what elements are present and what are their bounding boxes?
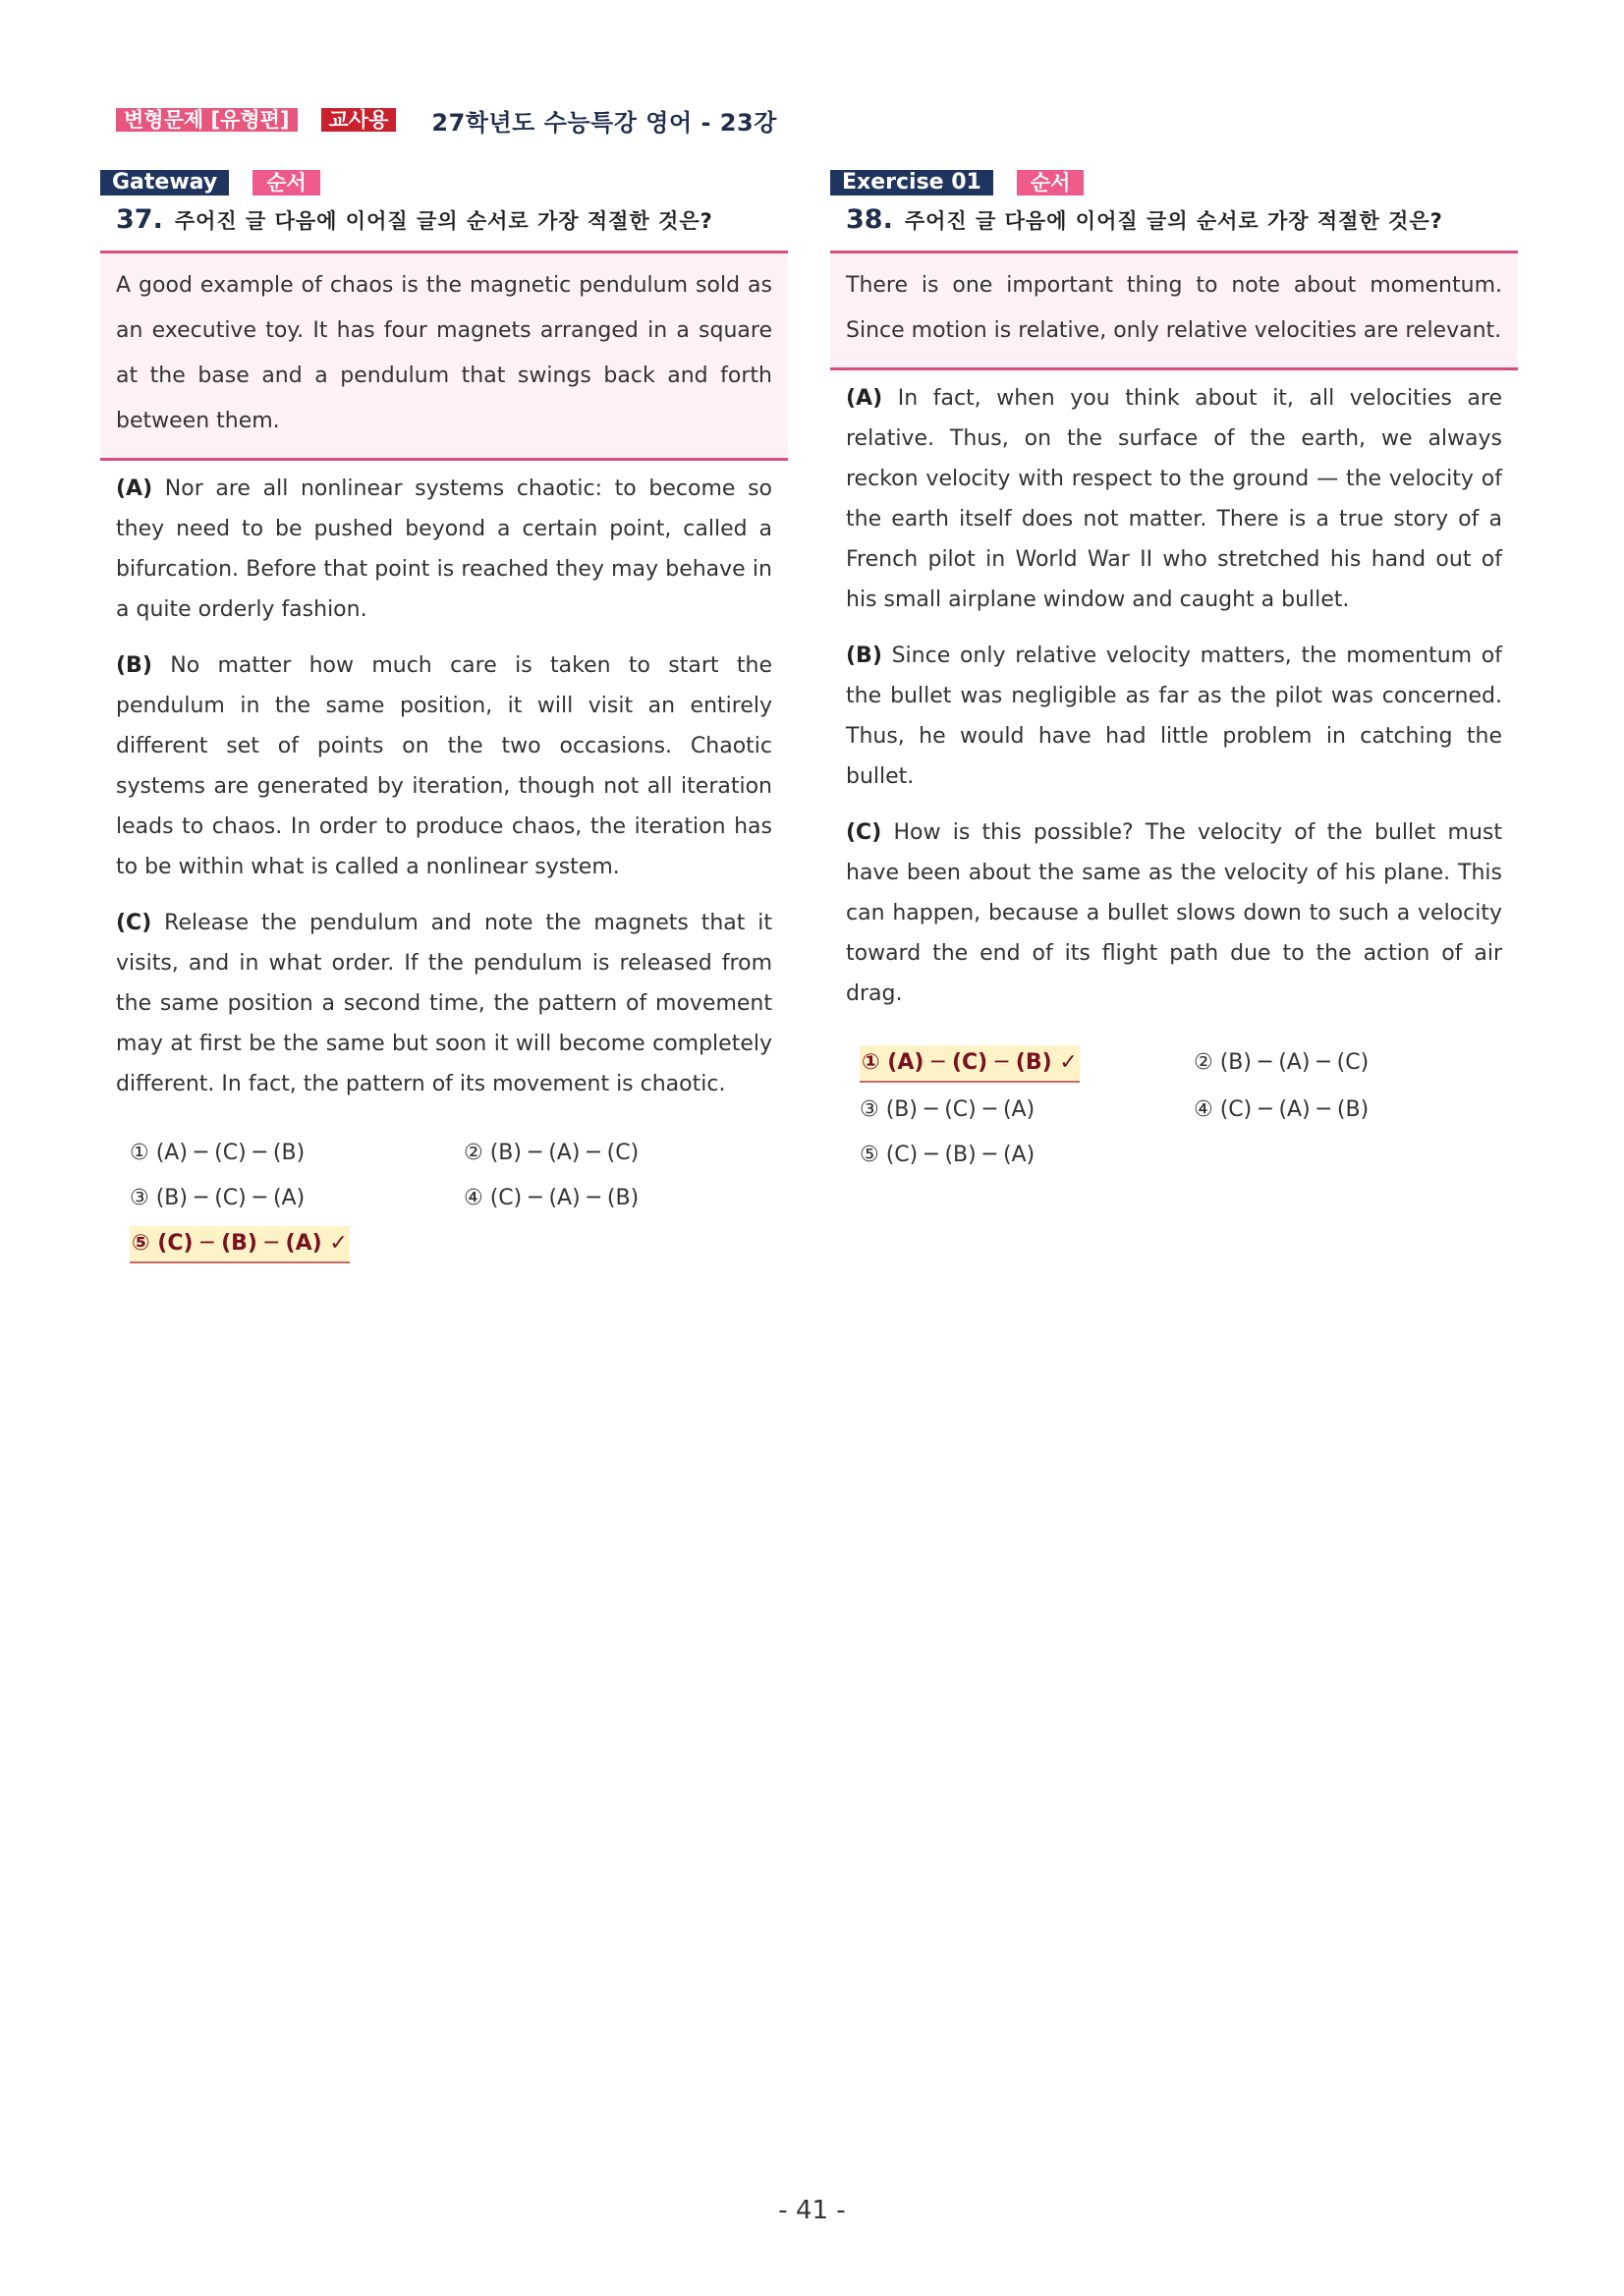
answer-choices xyxy=(100,1136,788,1263)
choice-3[interactable]: ③ (B) ─ (C) ─ (A) xyxy=(860,1097,1036,1122)
choice-4[interactable]: ④ (C) ─ (A) ─ (B) xyxy=(1194,1097,1370,1122)
type-label: 순서 xyxy=(1017,170,1085,196)
paragraph-c xyxy=(100,903,788,1104)
intro-passage: There is one important thing to note about momentum. Since motion is relative, only relative velocities are relevant. xyxy=(830,251,1518,370)
section-label: Gateway xyxy=(100,170,229,196)
paragraph-text: In fact, when you think about it, all velocities are relative. Thus, on the surface of the earth, we always reckon velocity with respect to the ground — the velocity of the earth itself does not matter. There is a true story of a French pilot in World War II who stretched his hand out of his small airplane window and caught a bullet. xyxy=(846,386,1502,612)
question-text: 주어진 글 다음에 이어질 글의 순서로 가장 적절한 것은? xyxy=(174,209,713,233)
paragraph-text: How is this possible? The velocity of the bullet must have been about the same as the velocity of his plane. This can happen, because a bullet slows down to such a velocity toward the end of its flight path due to the action of air drag. xyxy=(846,820,1502,1006)
choice-2[interactable]: ② (B) ─ (A) ─ (C) xyxy=(1194,1050,1370,1075)
question-heading xyxy=(830,204,1518,235)
choice-4[interactable]: ④ (C) ─ (A) ─ (B) xyxy=(464,1186,640,1210)
paragraph-text: Release the pendulum and note the magnets that it visits, and in what order. If the pendulum is released from the same position a second time, the pattern of movement may at first be the same but soon it will become completely different. In fact, the pattern of its movement is chaotic. xyxy=(116,911,772,1096)
paragraph-label: (C) xyxy=(846,820,882,845)
paragraph-b xyxy=(100,645,788,887)
question-number: 38. xyxy=(846,204,893,235)
paragraph-c xyxy=(830,812,1518,1014)
paragraph-text: Nor are all nonlinear systems chaotic: to become so they need to be pushed beyond a certain point, called a bifurcation. Before that point is reached they may behave in a quite orderly fashion. xyxy=(116,476,772,622)
choice-1-correct[interactable]: ① (A) ─ (C) ─ (B) ✓ xyxy=(860,1045,1080,1083)
paragraph-label: (B) xyxy=(846,644,882,668)
paragraph-b xyxy=(830,636,1518,797)
paragraph-label: (B) xyxy=(116,653,152,678)
choice-3[interactable]: ③ (B) ─ (C) ─ (A) xyxy=(130,1186,306,1210)
header-title: 27학년도 수능특강 영어 - 23강 xyxy=(431,108,777,137)
page-header xyxy=(116,105,777,135)
teacher-tag: 교사용 xyxy=(321,108,397,132)
question-38-column xyxy=(830,169,1518,1173)
paragraph-a xyxy=(100,469,788,630)
choice-5-correct[interactable]: ⑤ (C) ─ (B) ─ (A) ✓ xyxy=(130,1226,350,1263)
answer-choices xyxy=(830,1045,1518,1173)
variant-tag: 변형문제 [유형편] xyxy=(116,108,298,132)
question-37-column xyxy=(100,169,788,1263)
choice-1[interactable]: ① (A) ─ (C) ─ (B) xyxy=(130,1141,306,1165)
section-label-row xyxy=(100,169,788,196)
choice-5[interactable]: ⑤ (C) ─ (B) ─ (A) xyxy=(860,1143,1036,1167)
choice-2[interactable]: ② (B) ─ (A) ─ (C) xyxy=(464,1141,640,1165)
paragraph-label: (A) xyxy=(846,386,883,411)
section-label-row xyxy=(830,169,1518,196)
paragraph-text: Since only relative velocity matters, the momentum of the bullet was negligible as far as the pilot was concerned. Thus, he would have had little problem in catching the bullet. xyxy=(846,644,1502,789)
question-heading xyxy=(100,204,788,235)
paragraph-label: (C) xyxy=(116,911,152,935)
type-label: 순서 xyxy=(252,170,320,196)
question-text: 주어진 글 다음에 이어질 글의 순서로 가장 적절한 것은? xyxy=(904,209,1443,233)
paragraph-text: No matter how much care is taken to start the pendulum in the same position, it will visit an entirely different set of points on the two occasions. Chaotic systems are generated by iteration, though not all iteration leads to chaos. In order to produce chaos, the iteration has to be within what is called a nonlinear system. xyxy=(116,653,772,879)
section-label: Exercise 01 xyxy=(830,170,993,196)
paragraph-a xyxy=(830,378,1518,620)
page-number: - 41 - xyxy=(778,2196,846,2225)
intro-passage: A good example of chaos is the magnetic pendulum sold as an executive toy. It has four magnets arranged in a square at the base and a pendulum that swings back and forth between them. xyxy=(100,251,788,461)
question-number: 37. xyxy=(116,204,163,235)
paragraph-label: (A) xyxy=(116,476,153,501)
